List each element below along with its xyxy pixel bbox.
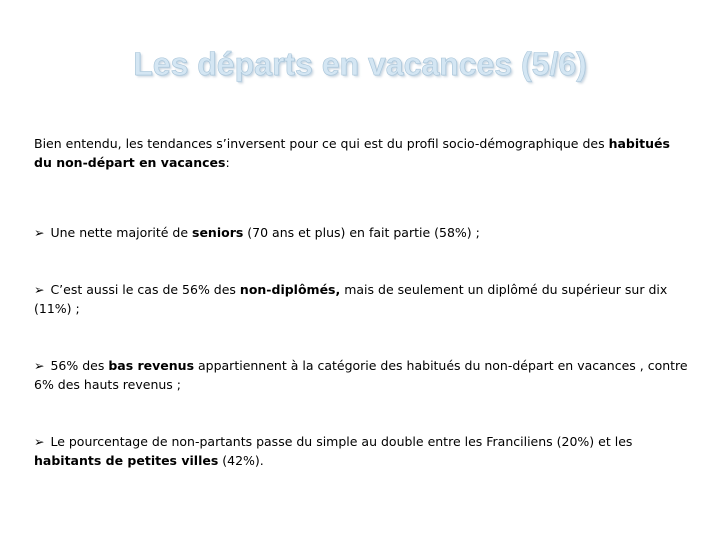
bullet-bas-revenus bbox=[34, 356, 690, 394]
slide-body bbox=[34, 134, 690, 508]
bullet-petites-villes bbox=[34, 432, 690, 470]
bullet-text-end: (70 ans et plus) en fait partie (58%) ; bbox=[243, 225, 480, 240]
bullet-text-end: mais de seulement un diplômé du supérieur sur dix (11%) ; bbox=[34, 282, 668, 316]
intro-text-end: : bbox=[225, 155, 230, 170]
bullet-bold-text: non-diplômés, bbox=[239, 282, 341, 297]
bullet-text: Une nette majorité de bbox=[46, 225, 193, 240]
bullet-text: Le pourcentage de non-partants passe du simple au double entre les Franciliens (20%) et les bbox=[46, 434, 633, 449]
intro-bold-text: habitués du non-départ en vacances bbox=[34, 136, 670, 170]
arrow-bullet-icon: ➢ bbox=[34, 434, 45, 449]
slide-title: Les départs en vacances (5/6) bbox=[133, 46, 587, 82]
bullet-seniors bbox=[34, 223, 690, 242]
bullet-text-end: (42%). bbox=[218, 453, 264, 468]
bullet-text: C’est aussi le cas de 56% des bbox=[46, 282, 240, 297]
bullet-text: 56% des bbox=[46, 358, 109, 373]
intro-text: Bien entendu, les tendances s’inversent pour ce qui est du profil socio-démographique des bbox=[34, 136, 609, 151]
arrow-bullet-icon: ➢ bbox=[34, 225, 45, 240]
bullet-bold-text: habitants de petites villes bbox=[34, 453, 219, 468]
intro-paragraph bbox=[34, 134, 690, 172]
bullet-non-diplomes bbox=[34, 280, 690, 318]
arrow-bullet-icon: ➢ bbox=[34, 358, 45, 373]
arrow-bullet-icon: ➢ bbox=[34, 282, 45, 297]
bullet-bold-text: bas revenus bbox=[108, 358, 195, 373]
bullet-text-end: appartiennent à la catégorie des habitués du non-départ en vacances , contre 6% des hauts revenus ; bbox=[34, 358, 688, 392]
bullet-bold-text: seniors bbox=[192, 225, 244, 240]
